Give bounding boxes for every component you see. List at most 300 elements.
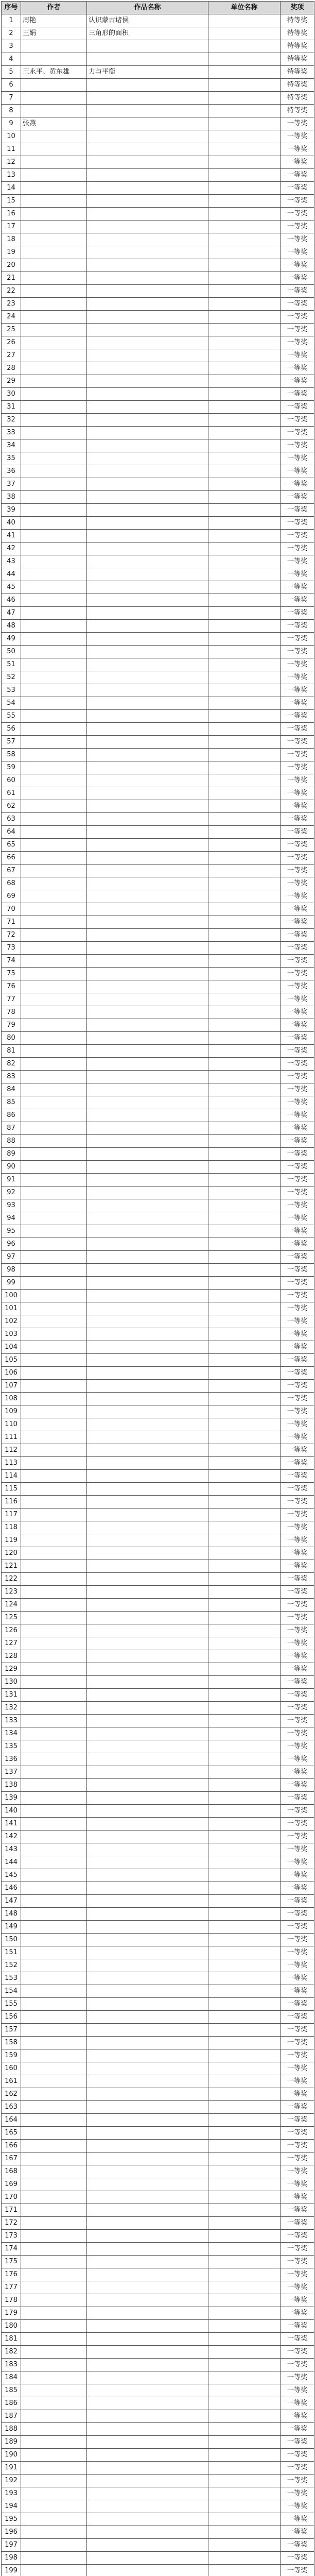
cell-prize: 一等奖 xyxy=(281,2088,314,2101)
cell-index: 149 xyxy=(2,1921,21,1934)
cell-org xyxy=(208,2153,281,2165)
cell-index: 139 xyxy=(2,1792,21,1805)
cell-prize: 一等奖 xyxy=(281,1032,314,1045)
table-row xyxy=(2,1715,314,1727)
cell-prize: 一等奖 xyxy=(281,1715,314,1727)
cell-author xyxy=(21,1882,87,1895)
cell-index: 7 xyxy=(2,92,21,105)
cell-prize: 一等奖 xyxy=(281,2024,314,2037)
table-row xyxy=(2,865,314,877)
cell-author xyxy=(21,2513,87,2526)
cell-prize: 一等奖 xyxy=(281,1946,314,1959)
cell-index: 170 xyxy=(2,2191,21,2204)
cell-author xyxy=(21,2320,87,2333)
header-author: 作者 xyxy=(21,2,87,14)
cell-org xyxy=(208,1573,281,1586)
cell-prize: 一等奖 xyxy=(281,1586,314,1599)
cell-title xyxy=(87,2397,208,2410)
cell-author xyxy=(21,826,87,839)
table-row xyxy=(2,1650,314,1663)
cell-author xyxy=(21,1560,87,1573)
cell-prize: 一等奖 xyxy=(281,2230,314,2243)
table-row xyxy=(2,2513,314,2526)
cell-title xyxy=(87,285,208,298)
cell-index: 147 xyxy=(2,1895,21,1908)
cell-title xyxy=(87,2320,208,2333)
cell-org xyxy=(208,697,281,710)
cell-author xyxy=(21,349,87,362)
cell-prize: 一等奖 xyxy=(281,2140,314,2153)
cell-title xyxy=(87,2281,208,2294)
cell-author xyxy=(21,2178,87,2191)
table-row xyxy=(2,1148,314,1161)
cell-title xyxy=(87,2037,208,2049)
cell-title xyxy=(87,1109,208,1122)
table-row xyxy=(2,1496,314,1509)
cell-index: 152 xyxy=(2,1959,21,1972)
cell-prize: 一等奖 xyxy=(281,1959,314,1972)
cell-prize: 一等奖 xyxy=(281,2204,314,2217)
cell-author xyxy=(21,388,87,401)
cell-org xyxy=(208,942,281,955)
cell-org xyxy=(208,2127,281,2140)
table-row xyxy=(2,1032,314,1045)
cell-title xyxy=(87,2204,208,2217)
cell-title xyxy=(87,1921,208,1934)
cell-title xyxy=(87,1534,208,1547)
cell-org xyxy=(208,1521,281,1534)
cell-author xyxy=(21,1483,87,1496)
cell-author xyxy=(21,1096,87,1109)
cell-title xyxy=(87,1753,208,1766)
cell-title xyxy=(87,530,208,543)
cell-index: 70 xyxy=(2,903,21,916)
cell-author xyxy=(21,452,87,465)
table-row xyxy=(2,1702,314,1715)
cell-index: 16 xyxy=(2,208,21,221)
table-row xyxy=(2,156,314,169)
table-row xyxy=(2,852,314,865)
cell-org xyxy=(208,1212,281,1225)
cell-org xyxy=(208,1148,281,1161)
cell-org xyxy=(208,774,281,787)
cell-title xyxy=(87,968,208,980)
cell-title xyxy=(87,1702,208,1715)
cell-index: 127 xyxy=(2,1637,21,1650)
cell-prize: 一等奖 xyxy=(281,2384,314,2397)
cell-index: 39 xyxy=(2,504,21,517)
cell-prize: 一等奖 xyxy=(281,427,314,439)
cell-prize: 一等奖 xyxy=(281,117,314,130)
table-row xyxy=(2,813,314,826)
cell-prize: 一等奖 xyxy=(281,2037,314,2049)
cell-title xyxy=(87,195,208,208)
cell-author xyxy=(21,1431,87,1444)
cell-author xyxy=(21,2487,87,2500)
cell-prize: 一等奖 xyxy=(281,1612,314,1624)
cell-author xyxy=(21,1521,87,1534)
cell-org xyxy=(208,2346,281,2359)
table-row xyxy=(2,349,314,362)
cell-prize: 一等奖 xyxy=(281,633,314,646)
cell-prize: 一等奖 xyxy=(281,2320,314,2333)
cell-author xyxy=(21,1290,87,1302)
cell-title xyxy=(87,117,208,130)
cell-author xyxy=(21,1238,87,1251)
table-header xyxy=(2,2,314,14)
cell-org xyxy=(208,324,281,336)
cell-author xyxy=(21,1959,87,1972)
cell-title xyxy=(87,1277,208,1290)
header-org: 单位名称 xyxy=(208,2,281,14)
cell-org xyxy=(208,1032,281,1045)
cell-title xyxy=(87,1341,208,1354)
cell-author xyxy=(21,581,87,594)
cell-author xyxy=(21,1946,87,1959)
cell-index: 40 xyxy=(2,517,21,530)
cell-title xyxy=(87,1496,208,1509)
cell-prize: 一等奖 xyxy=(281,517,314,530)
cell-author xyxy=(21,2217,87,2230)
cell-author xyxy=(21,1573,87,1586)
cell-title xyxy=(87,2333,208,2346)
cell-org xyxy=(208,401,281,414)
cell-author xyxy=(21,2268,87,2281)
cell-title xyxy=(87,903,208,916)
cell-index: 30 xyxy=(2,388,21,401)
cell-title xyxy=(87,1457,208,1470)
cell-index: 63 xyxy=(2,813,21,826)
cell-index: 53 xyxy=(2,684,21,697)
cell-title xyxy=(87,1805,208,1818)
cell-org xyxy=(208,1921,281,1934)
table-row xyxy=(2,1109,314,1122)
cell-index: 50 xyxy=(2,646,21,658)
cell-title xyxy=(87,1302,208,1315)
cell-author xyxy=(21,968,87,980)
table-row xyxy=(2,452,314,465)
cell-org xyxy=(208,749,281,761)
cell-index: 172 xyxy=(2,2217,21,2230)
cell-org xyxy=(208,1715,281,1727)
table-row xyxy=(2,968,314,980)
cell-title xyxy=(87,1380,208,1393)
table-row xyxy=(2,2088,314,2101)
table-row xyxy=(2,66,314,79)
cell-index: 68 xyxy=(2,877,21,890)
cell-org xyxy=(208,2410,281,2423)
table-row xyxy=(2,2243,314,2256)
cell-index: 51 xyxy=(2,658,21,671)
cell-title xyxy=(87,349,208,362)
cell-org xyxy=(208,1895,281,1908)
cell-author xyxy=(21,1509,87,1521)
cell-author xyxy=(21,1444,87,1457)
cell-index: 136 xyxy=(2,1753,21,1766)
cell-title xyxy=(87,79,208,92)
cell-index: 175 xyxy=(2,2256,21,2268)
table-row xyxy=(2,1302,314,1315)
cell-prize: 一等奖 xyxy=(281,1431,314,1444)
cell-org xyxy=(208,1019,281,1032)
cell-org xyxy=(208,1727,281,1740)
cell-org xyxy=(208,53,281,66)
table-row xyxy=(2,1843,314,1856)
cell-author xyxy=(21,491,87,504)
cell-prize: 一等奖 xyxy=(281,2165,314,2178)
cell-author xyxy=(21,79,87,92)
cell-org xyxy=(208,1199,281,1212)
cell-author xyxy=(21,1405,87,1418)
table-row xyxy=(2,259,314,272)
cell-index: 34 xyxy=(2,439,21,452)
cell-index: 42 xyxy=(2,543,21,555)
cell-author xyxy=(21,2037,87,2049)
table-row xyxy=(2,658,314,671)
cell-author xyxy=(21,2140,87,2153)
cell-org xyxy=(208,1972,281,1985)
cell-author xyxy=(21,993,87,1006)
cell-title xyxy=(87,633,208,646)
cell-org xyxy=(208,916,281,929)
cell-org xyxy=(208,530,281,543)
cell-org xyxy=(208,1946,281,1959)
cell-author xyxy=(21,1225,87,1238)
table-row xyxy=(2,1689,314,1702)
cell-index: 12 xyxy=(2,156,21,169)
cell-author xyxy=(21,1547,87,1560)
table-row xyxy=(2,1212,314,1225)
cell-org xyxy=(208,1341,281,1354)
cell-title xyxy=(87,1959,208,1972)
cell-author xyxy=(21,697,87,710)
cell-author xyxy=(21,980,87,993)
cell-index: 126 xyxy=(2,1624,21,1637)
cell-title xyxy=(87,813,208,826)
cell-index: 163 xyxy=(2,2101,21,2114)
cell-org xyxy=(208,2320,281,2333)
cell-title xyxy=(87,2307,208,2320)
cell-prize: 一等奖 xyxy=(281,1818,314,1831)
table-row xyxy=(2,710,314,723)
table-row xyxy=(2,1418,314,1431)
table-row xyxy=(2,955,314,968)
cell-prize: 一等奖 xyxy=(281,1869,314,1882)
table-row xyxy=(2,2037,314,2049)
cell-author xyxy=(21,2539,87,2552)
cell-index: 137 xyxy=(2,1766,21,1779)
cell-author xyxy=(21,1831,87,1843)
cell-author xyxy=(21,671,87,684)
cell-author xyxy=(21,710,87,723)
table-row xyxy=(2,414,314,427)
cell-prize: 一等奖 xyxy=(281,1560,314,1573)
cell-index: 153 xyxy=(2,1972,21,1985)
cell-prize: 一等奖 xyxy=(281,916,314,929)
cell-title xyxy=(87,1663,208,1676)
cell-title xyxy=(87,246,208,259)
cell-prize: 一等奖 xyxy=(281,1573,314,1586)
cell-title xyxy=(87,1650,208,1663)
table-row xyxy=(2,195,314,208)
cell-org xyxy=(208,852,281,865)
cell-prize: 一等奖 xyxy=(281,195,314,208)
cell-author xyxy=(21,1753,87,1766)
cell-author xyxy=(21,1341,87,1354)
cell-org xyxy=(208,1831,281,1843)
cell-index: 27 xyxy=(2,349,21,362)
cell-author xyxy=(21,2384,87,2397)
cell-org xyxy=(208,1547,281,1560)
cell-prize: 一等奖 xyxy=(281,1058,314,1071)
cell-prize: 一等奖 xyxy=(281,2333,314,2346)
table-row xyxy=(2,1405,314,1418)
cell-org xyxy=(208,1431,281,1444)
table-row xyxy=(2,2333,314,2346)
cell-org xyxy=(208,221,281,233)
cell-title xyxy=(87,1934,208,1946)
cell-prize: 一等奖 xyxy=(281,1148,314,1161)
cell-prize: 一等奖 xyxy=(281,401,314,414)
cell-prize: 一等奖 xyxy=(281,2217,314,2230)
cell-author xyxy=(21,2397,87,2410)
cell-org xyxy=(208,736,281,749)
cell-author xyxy=(21,1766,87,1779)
cell-author xyxy=(21,427,87,439)
table-row xyxy=(2,117,314,130)
cell-org xyxy=(208,1315,281,1328)
cell-index: 155 xyxy=(2,1998,21,2011)
cell-org xyxy=(208,2359,281,2371)
cell-org xyxy=(208,1908,281,1921)
cell-org xyxy=(208,1805,281,1818)
table-row xyxy=(2,1612,314,1624)
cell-org xyxy=(208,1483,281,1496)
cell-title xyxy=(87,2423,208,2436)
cell-prize: 一等奖 xyxy=(281,543,314,555)
cell-author xyxy=(21,143,87,156)
cell-title xyxy=(87,1393,208,1405)
cell-title xyxy=(87,324,208,336)
table-row xyxy=(2,1624,314,1637)
cell-author xyxy=(21,1650,87,1663)
cell-org xyxy=(208,2204,281,2217)
cell-author xyxy=(21,336,87,349)
table-row xyxy=(2,1096,314,1109)
cell-title xyxy=(87,2256,208,2268)
cell-index: 107 xyxy=(2,1380,21,1393)
table-row xyxy=(2,2307,314,2320)
cell-index: 29 xyxy=(2,375,21,388)
cell-title xyxy=(87,2191,208,2204)
cell-title xyxy=(87,478,208,491)
cell-prize: 一等奖 xyxy=(281,1083,314,1096)
cell-title xyxy=(87,1444,208,1457)
cell-title xyxy=(87,182,208,195)
cell-author xyxy=(21,272,87,285)
cell-author xyxy=(21,800,87,813)
cell-index: 161 xyxy=(2,2075,21,2088)
cell-title xyxy=(87,2140,208,2153)
cell-title xyxy=(87,1740,208,1753)
table-row xyxy=(2,1135,314,1148)
cell-index: 10 xyxy=(2,130,21,143)
cell-author xyxy=(21,1998,87,2011)
cell-org xyxy=(208,1393,281,1405)
cell-prize: 一等奖 xyxy=(281,658,314,671)
cell-org xyxy=(208,865,281,877)
cell-index: 9 xyxy=(2,117,21,130)
cell-index: 131 xyxy=(2,1689,21,1702)
table-row xyxy=(2,1509,314,1521)
table-row xyxy=(2,1019,314,1032)
cell-index: 162 xyxy=(2,2088,21,2101)
cell-prize: 一等奖 xyxy=(281,852,314,865)
cell-author xyxy=(21,865,87,877)
cell-org xyxy=(208,517,281,530)
cell-title xyxy=(87,1521,208,1534)
cell-prize: 一等奖 xyxy=(281,1006,314,1019)
cell-title xyxy=(87,2436,208,2449)
cell-index: 178 xyxy=(2,2294,21,2307)
cell-org xyxy=(208,761,281,774)
cell-title xyxy=(87,916,208,929)
table-row xyxy=(2,2462,314,2475)
cell-org xyxy=(208,1071,281,1083)
cell-index: 46 xyxy=(2,594,21,607)
cell-author xyxy=(21,890,87,903)
cell-org xyxy=(208,1096,281,1109)
cell-prize: 一等奖 xyxy=(281,749,314,761)
award-table xyxy=(1,1,314,2576)
cell-author xyxy=(21,1843,87,1856)
cell-prize: 一等奖 xyxy=(281,1290,314,1302)
table-row xyxy=(2,1315,314,1328)
cell-org xyxy=(208,1599,281,1612)
cell-author xyxy=(21,1702,87,1715)
cell-org xyxy=(208,543,281,555)
cell-org xyxy=(208,1740,281,1753)
cell-title xyxy=(87,2114,208,2127)
table-row xyxy=(2,2024,314,2037)
cell-org xyxy=(208,14,281,27)
table-row xyxy=(2,1045,314,1058)
cell-title xyxy=(87,1869,208,1882)
cell-org xyxy=(208,723,281,736)
cell-org xyxy=(208,1380,281,1393)
cell-author xyxy=(21,53,87,66)
cell-org xyxy=(208,1264,281,1277)
table-row xyxy=(2,800,314,813)
cell-prize: 一等奖 xyxy=(281,2243,314,2256)
cell-title xyxy=(87,607,208,620)
table-row xyxy=(2,362,314,375)
cell-prize: 一等奖 xyxy=(281,1650,314,1663)
cell-org xyxy=(208,2075,281,2088)
cell-prize: 一等奖 xyxy=(281,2294,314,2307)
cell-index: 110 xyxy=(2,1418,21,1431)
cell-index: 57 xyxy=(2,736,21,749)
table-row xyxy=(2,1766,314,1779)
cell-prize: 特等奖 xyxy=(281,40,314,53)
table-row xyxy=(2,401,314,414)
cell-index: 79 xyxy=(2,1019,21,1032)
table-row xyxy=(2,1753,314,1766)
table-row xyxy=(2,530,314,543)
cell-title xyxy=(87,1998,208,2011)
table-row xyxy=(2,388,314,401)
table-row xyxy=(2,697,314,710)
